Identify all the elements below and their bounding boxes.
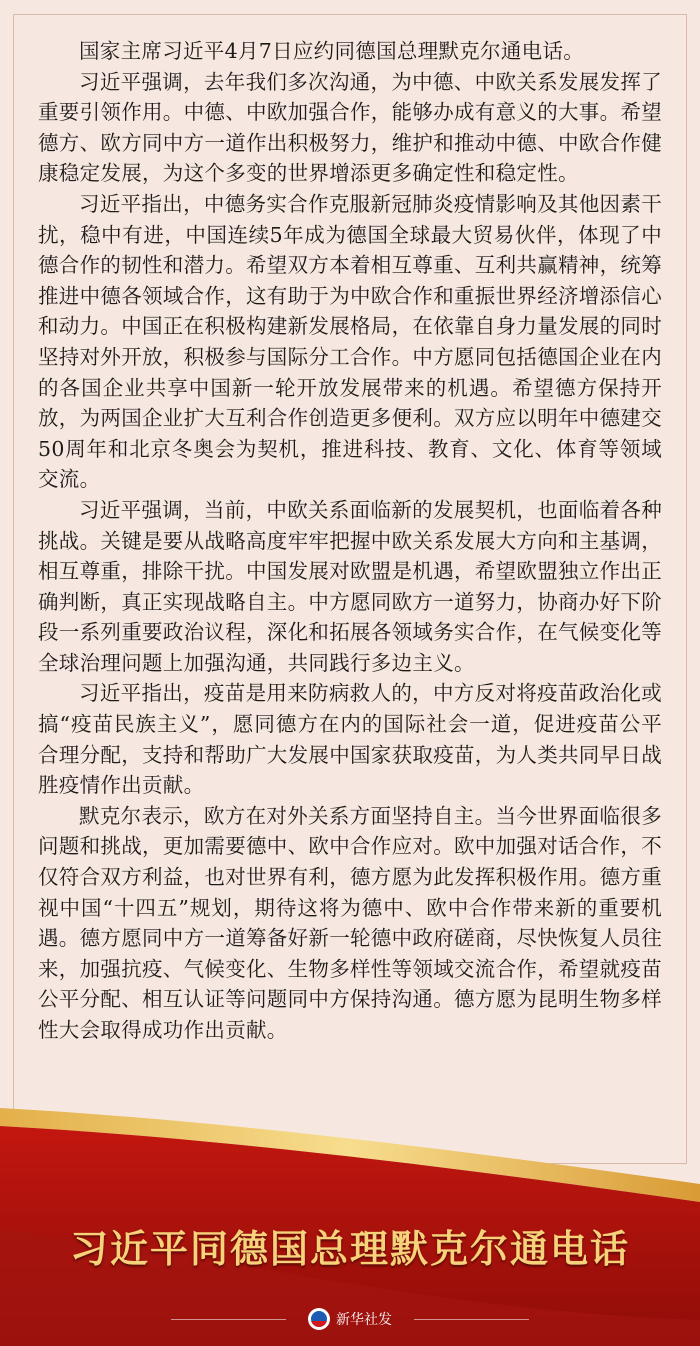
credit-line <box>0 1306 700 1332</box>
credit-rule-right <box>414 1319 529 1320</box>
paragraph-1: 国家主席习近平4月7日应约同德国总理默克尔通电话。 <box>79 39 585 63</box>
credit-text: 新华社发 <box>336 1312 392 1328</box>
paragraph-4: 习近平强调，当前，中欧关系面临新的发展契机，也面临着各种挑战。关键是要从战略高度牢牢把握中欧关系发展大方向和主基调，相互尊重，排除干扰。中国发展对欧盟是机遇，希望欧盟独立作出正确判断，真正实现战略自主。中方愿同欧方一道努力，协商办好下阶段一系列重要政治议程，深化和拓展各领域务实合作，在气候变化等全球治理问题上加强沟通，共同践行多边主义。 <box>38 497 662 675</box>
article-body <box>38 36 662 1046</box>
xinhua-logo-icon <box>308 1308 330 1330</box>
paragraph-5: 习近平指出，疫苗是用来防病救人的，中方反对将疫苗政治化或搞“疫苗民族主义”，愿同德方在内的国际社会一道，促进疫苗公平合理分配，支持和帮助广大发展中国家获取疫苗，为人类共同早日战胜疫情作出贡献。 <box>38 681 662 798</box>
paragraph-6: 默克尔表示，欧方在对外关系方面坚持自主。当今世界面临很多问题和挑战，更加需要德中、欧中合作应对。欧中加强对话合作，不仅符合双方利益，也对世界有利，德方愿为此发挥积极作用。德方重视中国“十四五”规划，期待这将为德中、欧中合作带来新的重要机遇。德方愿同中方一道筹备好新一轮德中政府磋商，尽快恢复人员往来，加强抗疫、气候变化、生物多样性等领域交流合作，希望就疫苗公平分配、相互认证等问题同中方保持沟通。德方愿为昆明生物多样性大会取得成功作出贡献。 <box>38 803 662 1042</box>
banner-headline: 习近平同德国总理默克尔通电话 <box>69 1227 630 1271</box>
paragraph-3: 习近平指出，中德务实合作克服新冠肺炎疫情影响及其他因素干扰，稳中有进，中国连续5年成为德国全球最大贸易伙伴，体现了中德合作的韧性和潜力。希望双方本着相互尊重、互利共赢精神，统筹推进中德各领域合作，这有助于为中欧合作和重振世界经济增添信心和动力。中国正在积极构建新发展格局，在依靠自身力量发展的同时坚持对外开放，积极参与国际分工合作。中方愿同包括德国企业在内的各国企业共享中国新一轮开放发展带来的机遇。希望德方保持开放，为两国企业扩大互利合作创造更多便利。双方应以明年中德建交50周年和北京冬奥会为契机，推进科技、教育、文化、体育等领域交流。 <box>38 191 662 492</box>
paragraph-2: 习近平强调，去年我们多次沟通，为中德、中欧关系发展发挥了重要引领作用。中德、中欧加强合作，能够办成有意义的大事。希望德方、欧方同中方一道作出积极努力，维护和推动中德、中欧合作健康稳定发展，为这个多变的世界增添更多确定性和稳定性。 <box>38 69 662 186</box>
credit-rule-left <box>171 1319 286 1320</box>
